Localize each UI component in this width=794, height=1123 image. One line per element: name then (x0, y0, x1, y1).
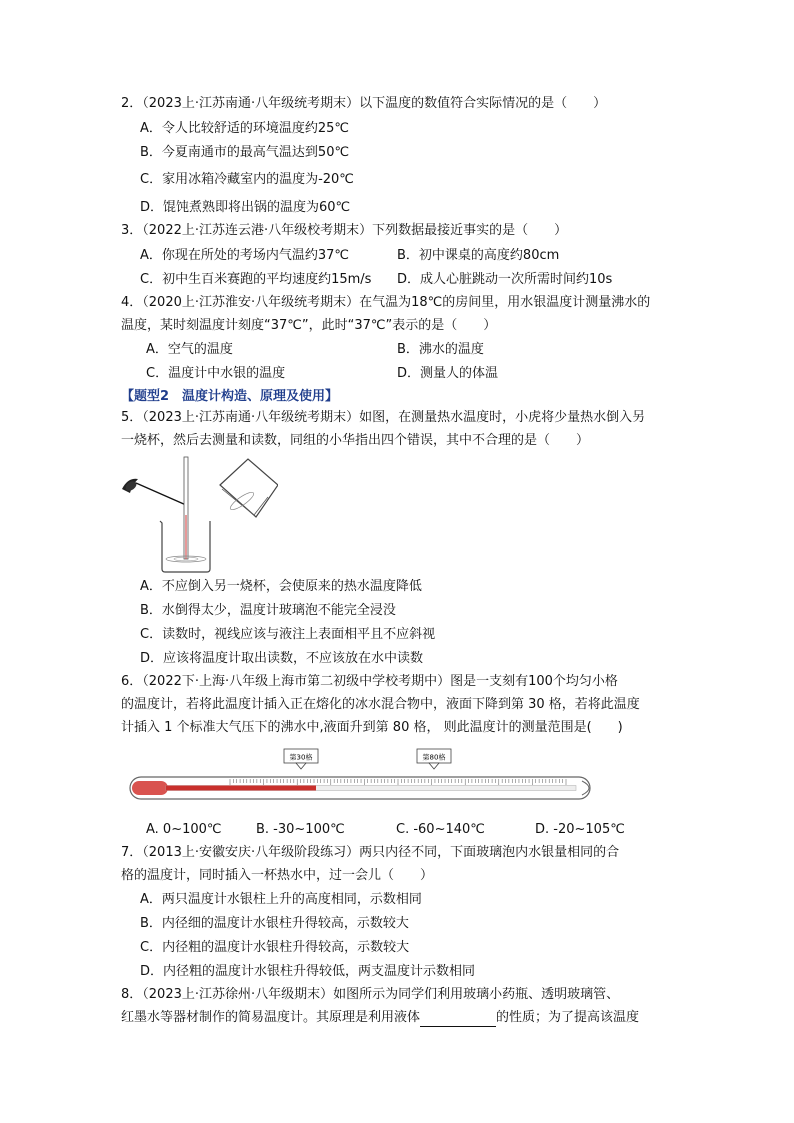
q2-option-a: A．令人比较舒适的环境温度约25℃ (140, 121, 350, 136)
q8-stem-part2: 的性质；为了提高该温度 (496, 1010, 640, 1025)
q7-option-d: D．内径粗的温度计水银柱升得较低，两支温度计示数相同 (140, 964, 476, 979)
q4-stem-line2: 温度，某时刻温度计刻度“37℃”，此时“37℃”表示的是（ ） (121, 318, 497, 333)
q5-stem-line2: 一烧杯，然后去测量和读数，同组的小华指出四个错误，其中不合理的是（ ） (121, 433, 590, 448)
q6-option-d: D. -20~105℃ (535, 822, 625, 837)
q8-stem-part1: 红墨水等器材制作的简易温度计。其原理是利用液体 (121, 1010, 421, 1025)
q3-option-a: A．你现在所处的考场内气温约37℃ (140, 248, 350, 263)
label-30: 第30格 (289, 753, 313, 762)
beaker-thermometer-figure (118, 455, 278, 575)
q7-option-b: B．内径细的温度计水银柱升得较高，示数较大 (140, 916, 409, 931)
q3-option-b: B．初中课桌的高度约80cm (397, 248, 560, 263)
q7-stem-line2: 格的温度计，同时插入一杯热水中，过一会儿（ ） (121, 868, 434, 883)
q5-option-a: A．不应倒入另一烧杯，会使原来的热水温度降低 (140, 579, 422, 594)
q6-stem-line2: 的温度计，若将此温度计插入正在熔化的冰水混合物中，液面下降到第 30 格，若将此温度 (121, 697, 640, 712)
q5-stem-line1: 5．（2023上·江苏南通·八年级统考期末）如图，在测量热水温度时，小虎将少量热水倒入另 (121, 410, 646, 425)
q4-option-b: B．沸水的温度 (397, 342, 484, 357)
section-title: 【题型2 温度计构造、原理及使用】 (121, 389, 339, 404)
eye-icon (122, 479, 138, 493)
q7-option-c: C．内径粗的温度计水银柱升得较高，示数较大 (140, 940, 410, 955)
q6-stem-line3: 计插入 1 个标准大气压下的沸水中,液面升到第 80 格， 则此温度计的测量范围是( ) (121, 720, 623, 735)
q4-option-a: A．空气的温度 (146, 342, 233, 357)
q6-option-b: B. -30~100℃ (256, 822, 345, 837)
answer-blank[interactable] (420, 1012, 496, 1027)
q4-option-c: C．温度计中水银的温度 (146, 366, 286, 381)
q6-stem-line1: 6．（2022下·上海·八年级上海市第二初级中学校考期中）图是一支刻有100个均匀小格 (121, 674, 618, 689)
q8-stem-line2 (121, 1009, 639, 1027)
q7-option-a: A．两只温度计水银柱上升的高度相同，示数相同 (140, 892, 422, 907)
q5-option-b: B．水倒得太少，温度计玻璃泡不能完全浸没 (140, 603, 396, 618)
thermometer-bulb (132, 781, 168, 795)
q6-option-a: A. 0~100℃ (146, 822, 222, 837)
q4-stem-line1: 4．（2020上·江苏淮安·八年级统考期末）在气温为18℃的房间里，用水银温度计测量沸水的 (121, 295, 651, 310)
q3-stem: 3．（2022上·江苏连云港·八年级校考期末）下列数据最接近事实的是（ ） (121, 223, 568, 238)
q6-option-c: C. -60~140℃ (396, 822, 485, 837)
q7-stem-line1: 7．（2013上·安徽安庆·八年级阶段练习）两只内径不同，下面玻璃泡内水银量相同的合 (121, 845, 620, 860)
q8-stem-line1: 8．（2023上·江苏徐州·八年级期末）如图所示为同学们利用玻璃小药瓶、透明玻璃管、 (121, 987, 620, 1002)
q5-option-c: C．读数时，视线应该与液注上表面相平且不应斜视 (140, 627, 436, 642)
q4-option-d: D．测量人的体温 (397, 366, 499, 381)
q3-option-c: C．初中生百米赛跑的平均速度约15m/s (140, 272, 372, 287)
label-80: 第80格 (422, 753, 446, 762)
pouring-cup (220, 459, 278, 517)
sight-line (136, 483, 186, 505)
q2-stem: 2．（2023上·江苏南通·八年级统考期末）以下温度的数值符合实际情况的是（ ） (121, 96, 607, 111)
q2-option-c: C．家用冰箱冷藏室内的温度为-20℃ (140, 172, 354, 187)
scale-thermometer-figure (126, 747, 598, 807)
q5-option-d: D．应该将温度计取出读数，不应该放在水中读数 (140, 651, 424, 666)
q3-option-d: D．成人心脏跳动一次所需时间约10s (397, 272, 613, 287)
liquid-column (166, 786, 316, 791)
q2-option-d: D．馄饨煮熟即将出锅的温度为60℃ (140, 200, 351, 215)
q2-option-b: B．今夏南通市的最高气温达到50℃ (140, 145, 350, 160)
